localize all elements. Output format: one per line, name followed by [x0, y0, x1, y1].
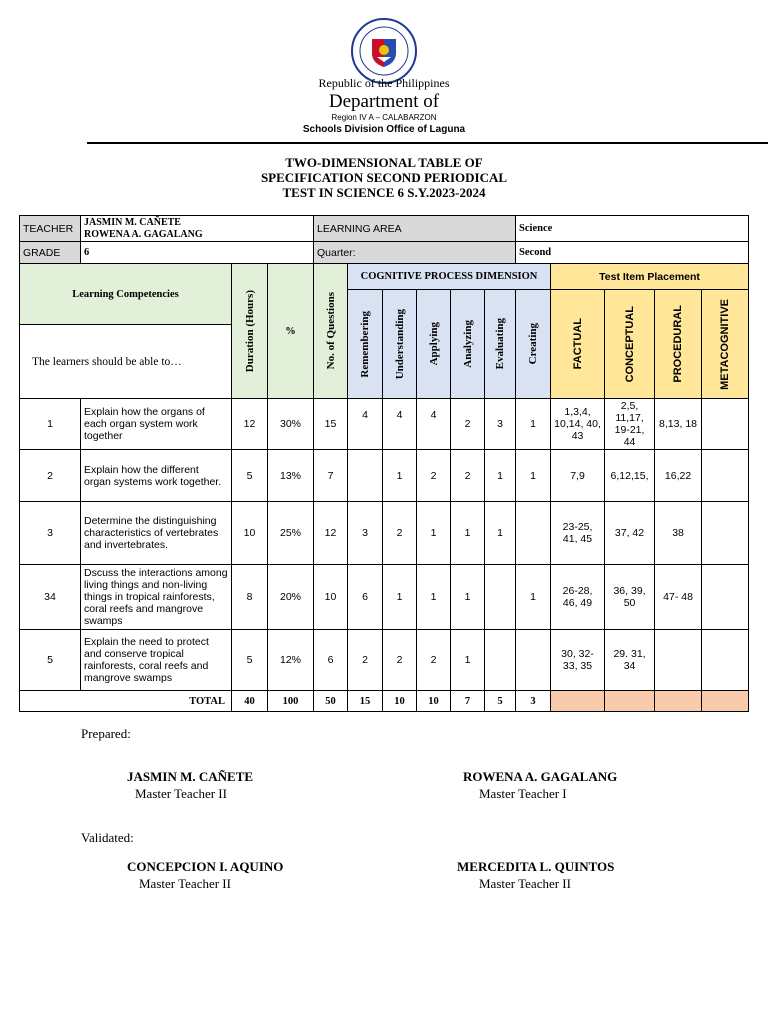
analyzing-cell: 1: [451, 502, 485, 565]
procedural-cell: 38: [655, 502, 702, 565]
validated-label: Validated:: [81, 830, 134, 845]
quarter-value: Second: [516, 242, 749, 264]
factual-cell: 30, 32-33, 35: [551, 630, 605, 691]
title-line-2: SPECIFICATION SECOND PERIODICAL: [260, 170, 508, 185]
row-number: 34: [20, 565, 81, 630]
total-analyzing: 7: [451, 691, 485, 712]
analyzing-cell: 2: [451, 399, 485, 450]
factual-cell: 26-28, 46, 49: [551, 565, 605, 630]
validator-2-position: Master Teacher II: [479, 876, 571, 891]
total-understanding: 10: [383, 691, 417, 712]
remembering-cell: 4: [348, 399, 383, 450]
conceptual-cell: 36, 39, 50: [605, 565, 655, 630]
total-applying: 10: [417, 691, 451, 712]
questions-cell: 6: [314, 630, 348, 691]
applying-cell: 2: [417, 630, 451, 691]
remembering-cell: 2: [348, 630, 383, 691]
grade-label: GRADE: [20, 242, 81, 264]
teacher-row: [20, 216, 749, 242]
evaluating-cell: [485, 565, 516, 630]
duration-cell: 8: [232, 565, 268, 630]
total-row: [20, 691, 749, 712]
total-metacognitive: [702, 691, 749, 712]
duration-cell: 5: [232, 450, 268, 502]
total-label: TOTAL: [20, 691, 232, 712]
metacognitive-header: METACOGNITIVE: [702, 290, 749, 399]
competency-text: Explain how the organs of each organ system work together: [81, 399, 232, 450]
validator-2-name: MERCEDITA L. QUINTOS: [457, 859, 615, 874]
grade-row: [20, 242, 749, 264]
learners-subheader: The learners should be able to…: [20, 325, 232, 399]
teacher-label: TEACHER: [20, 216, 81, 242]
analyzing-header: Analyzing: [451, 290, 485, 399]
row-number: 1: [20, 399, 81, 450]
metacognitive-cell: [702, 565, 749, 630]
percent-header: %: [268, 264, 314, 399]
total-conceptual: [605, 691, 655, 712]
percent-cell: 20%: [268, 565, 314, 630]
procedural-cell: 8,13, 18: [655, 399, 702, 450]
evaluating-cell: [485, 630, 516, 691]
department-line: Department of: [328, 91, 440, 112]
table-row: [20, 630, 749, 691]
procedural-header: PROCEDURAL: [655, 290, 702, 399]
teacher-names: [81, 216, 314, 242]
table-row: [20, 450, 749, 502]
metacognitive-cell: [702, 630, 749, 691]
analyzing-cell: 1: [451, 565, 485, 630]
region-line: Region IV A – CALABARZON: [331, 113, 437, 122]
percent-cell: 13%: [268, 450, 314, 502]
division-line: Schools Division Office of Laguna: [302, 124, 466, 135]
header-divider: [87, 142, 768, 144]
preparer-2-position: Master Teacher I: [479, 786, 567, 801]
competency-text: Dscuss the interactions among living things and non-living things in tropical rainforests, coral reefs and mangrove swamps: [81, 565, 232, 630]
row-number: 3: [20, 502, 81, 565]
validator-1-position: Master Teacher II: [139, 876, 231, 891]
creating-header: Creating: [516, 290, 551, 399]
evaluating-cell: 3: [485, 399, 516, 450]
creating-cell: 1: [516, 565, 551, 630]
cognitive-header: COGNITIVE PROCESS DIMENSION: [348, 264, 551, 290]
understanding-cell: 2: [383, 630, 417, 691]
teacher-name-1: JASMIN M. CAÑETE: [84, 216, 181, 228]
factual-cell: 23-25, 41, 45: [551, 502, 605, 565]
preparer-1-name: JASMIN M. CAÑETE: [127, 769, 254, 784]
total-remembering: 15: [348, 691, 383, 712]
metacognitive-cell: [702, 399, 749, 450]
table-row: [20, 565, 749, 630]
procedural-cell: [655, 630, 702, 691]
understanding-cell: 2: [383, 502, 417, 565]
learning-area-value: Science: [516, 216, 749, 242]
table-row: [20, 502, 749, 565]
understanding-cell: 4: [383, 399, 417, 450]
remembering-cell: 6: [348, 565, 383, 630]
factual-cell: 7,9: [551, 450, 605, 502]
factual-header: FACTUAL: [551, 290, 605, 399]
competency-text: Determine the distinguishing characteristics of vertebrates and invertebrates.: [81, 502, 232, 565]
remembering-cell: [348, 450, 383, 502]
creating-cell: [516, 502, 551, 565]
applying-cell: 1: [417, 565, 451, 630]
total-factual: [551, 691, 605, 712]
conceptual-cell: 37, 42: [605, 502, 655, 565]
procedural-cell: 16,22: [655, 450, 702, 502]
applying-header: Applying: [417, 290, 451, 399]
learning-area-label: LEARNING AREA: [314, 216, 516, 242]
total-duration: 40: [232, 691, 268, 712]
total-procedural: [655, 691, 702, 712]
conceptual-cell: 2,5, 11,17, 19-21, 44: [605, 399, 655, 450]
questions-cell: 12: [314, 502, 348, 565]
conceptual-header: CONCEPTUAL: [605, 290, 655, 399]
prepared-label: Prepared:: [81, 726, 131, 741]
teacher-name-2: ROWENA A. GAGALANG: [84, 228, 203, 240]
percent-cell: 30%: [268, 399, 314, 450]
percent-cell: 12%: [268, 630, 314, 691]
procedural-cell: 47- 48: [655, 565, 702, 630]
analyzing-cell: 1: [451, 630, 485, 691]
understanding-cell: 1: [383, 565, 417, 630]
remembering-header: Remembering: [348, 290, 383, 399]
competency-text: Explain how the different organ systems work together.: [81, 450, 232, 502]
total-questions: 50: [314, 691, 348, 712]
quarter-label: Quarter:: [314, 242, 516, 264]
evaluating-cell: 1: [485, 450, 516, 502]
duration-cell: 12: [232, 399, 268, 450]
row-number: 2: [20, 450, 81, 502]
total-creating: 3: [516, 691, 551, 712]
specification-table: [19, 215, 749, 712]
total-evaluating: 5: [485, 691, 516, 712]
questions-cell: 7: [314, 450, 348, 502]
understanding-cell: 1: [383, 450, 417, 502]
applying-cell: 2: [417, 450, 451, 502]
title-line-3: TEST IN SCIENCE 6 S.Y.2023-2024: [282, 185, 486, 200]
duration-cell: 5: [232, 630, 268, 691]
deped-seal: [350, 17, 418, 85]
creating-cell: 1: [516, 450, 551, 502]
validator-1-name: CONCEPCION I. AQUINO: [127, 859, 284, 874]
competency-text: Explain the need to protect and conserve tropical rainforests, coral reefs and mangrove swamps: [81, 630, 232, 691]
preparer-1-position: Master Teacher II: [135, 786, 227, 801]
applying-cell: 4: [417, 399, 451, 450]
preparer-2-name: ROWENA A. GAGALANG: [463, 769, 618, 784]
total-percent: 100: [268, 691, 314, 712]
applying-cell: 1: [417, 502, 451, 565]
competencies-header: Learning Competencies: [20, 264, 232, 325]
creating-cell: [516, 630, 551, 691]
factual-cell: 1,3,4, 10,14, 40, 43: [551, 399, 605, 450]
metacognitive-cell: [702, 502, 749, 565]
republic-line: Republic of the Philippines: [318, 76, 450, 90]
grade-value: 6: [81, 242, 314, 264]
analyzing-cell: 2: [451, 450, 485, 502]
evaluating-cell: 1: [485, 502, 516, 565]
questions-cell: 10: [314, 565, 348, 630]
duration-header: Duration (Hours): [232, 264, 268, 399]
row-number: 5: [20, 630, 81, 691]
duration-cell: 10: [232, 502, 268, 565]
metacognitive-cell: [702, 450, 749, 502]
conceptual-cell: 29. 31, 34: [605, 630, 655, 691]
understanding-header: Understanding: [383, 290, 417, 399]
table-row: [20, 399, 749, 450]
percent-cell: 25%: [268, 502, 314, 565]
questions-header: No. of Questions: [314, 264, 348, 399]
header-row-1: [20, 264, 749, 290]
document-title: [0, 155, 768, 200]
evaluating-header: Evaluating: [485, 290, 516, 399]
conceptual-cell: 6,12,15,: [605, 450, 655, 502]
placement-header: Test Item Placement: [551, 264, 749, 290]
title-line-1: TWO-DIMENSIONAL TABLE OF: [285, 155, 483, 170]
creating-cell: 1: [516, 399, 551, 450]
questions-cell: 15: [314, 399, 348, 450]
remembering-cell: 3: [348, 502, 383, 565]
